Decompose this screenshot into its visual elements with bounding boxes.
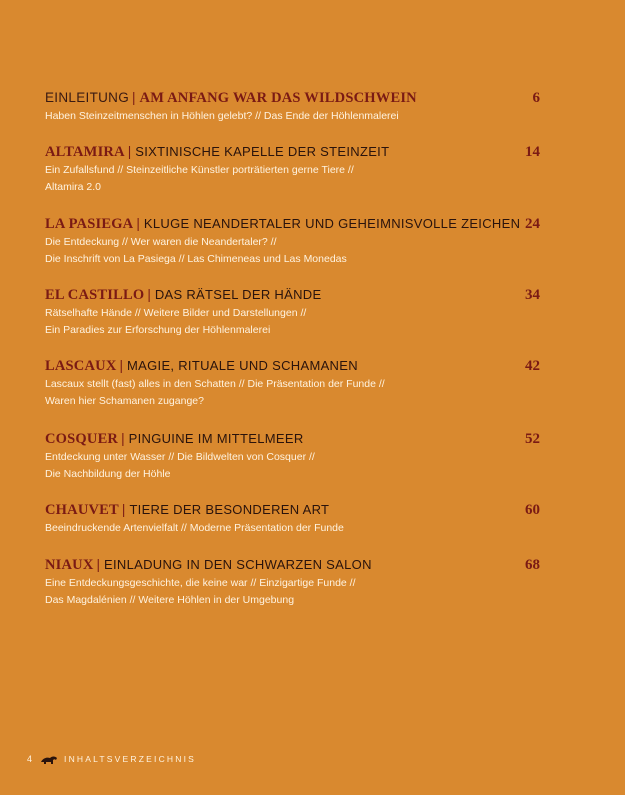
page-number: 14 (525, 144, 540, 160)
separator: | (121, 431, 125, 446)
entry-title: CHAUVET (45, 502, 119, 518)
entry-subtitle: PINGUINE IM MITTELMEER (128, 431, 304, 446)
entry-description (45, 234, 465, 268)
entry-subtitle: EINLADUNG IN DEN SCHWARZEN SALON (104, 557, 372, 572)
entry-description (45, 376, 465, 410)
page-number: 34 (525, 287, 540, 303)
description-line: Beeindruckende Artenvielfalt // Moderne Präsentation der Funde (45, 522, 344, 534)
description-line: Eine Entdeckungsgeschichte, die keine war // Einzigartige Funde // (45, 577, 356, 589)
page-number: 52 (525, 431, 540, 447)
entry-title: LA PASIEGA (45, 216, 134, 232)
page-footer (27, 751, 196, 767)
page-number: 6 (532, 90, 540, 106)
description-line: Ein Paradies zur Erforschung der Höhlenmalerei (45, 324, 271, 336)
entry-subtitle: TIERE DER BESONDEREN ART (129, 502, 330, 517)
description-line: Lascaux stellt (fast) alles in den Schatten // Die Präsentation der Funde // (45, 378, 385, 390)
toc-entry-niaux[interactable] (45, 555, 540, 615)
toc-entry-lascaux[interactable] (45, 356, 540, 429)
description-line: Haben Steinzeitmenschen in Höhlen gelebt? // Das Ende der Höhlenmalerei (45, 110, 399, 122)
separator: | (121, 502, 126, 517)
description-line: Die Entdeckung // Wer waren die Neandertaler? // (45, 236, 277, 248)
entry-subtitle: KLUGE NEANDERTALER UND GEHEIMNISVOLLE ZEICHEN (143, 216, 521, 231)
description-line: Das Magdalénien // Weitere Höhlen in der Umgebung (45, 594, 295, 606)
entry-title: ALTAMIRA (45, 144, 125, 160)
page-number: 68 (525, 557, 540, 573)
separator: | (96, 557, 101, 572)
entry-prefix: EINLEITUNG (45, 90, 130, 105)
separator: | (119, 358, 124, 373)
description-line: Die Nachbildung der Höhle (45, 468, 171, 480)
page-number: 24 (525, 216, 540, 232)
entry-title: COSQUER (45, 431, 119, 447)
entry-description (45, 162, 465, 196)
entry-title: EL CASTILLO (45, 287, 145, 303)
toc-entry-cosquer[interactable] (45, 429, 540, 500)
separator: | (136, 216, 140, 231)
entry-description (45, 449, 465, 483)
entry-subtitle: DAS RÄTSEL DER HÄNDE (154, 287, 322, 302)
entry-description (45, 520, 465, 537)
description-line: Ein Zufallsfund // Steinzeitliche Künstler porträtierten gerne Tiere // (45, 164, 354, 176)
entry-description (45, 305, 465, 339)
table-of-contents (45, 88, 540, 615)
toc-entry-el-castillo[interactable] (45, 285, 540, 356)
toc-entry-altamira[interactable] (45, 142, 540, 214)
entry-description (45, 108, 465, 125)
entry-subtitle: SIXTINISCHE KAPELLE DER STEINZEIT (135, 144, 390, 159)
page-number: 42 (525, 358, 540, 374)
footer-page-number: 4 (27, 754, 33, 764)
toc-entry-la-pasiega[interactable] (45, 214, 540, 285)
footer-section-label: INHALTSVERZEICHNIS (64, 754, 197, 764)
page-number: 60 (525, 502, 540, 518)
animal-icon (40, 753, 58, 765)
description-line: Entdeckung unter Wasser // Die Bildwelten von Cosquer // (45, 451, 315, 463)
separator: | (147, 287, 151, 302)
toc-entry-einleitung[interactable] (45, 88, 540, 142)
description-line: Rätselhafte Hände // Weitere Bilder und Darstellungen // (45, 307, 307, 319)
description-line: Die Inschrift von La Pasiega // Las Chimeneas und Las Monedas (45, 253, 347, 265)
entry-description (45, 575, 465, 609)
toc-entry-chauvet[interactable] (45, 500, 540, 555)
entry-title: LASCAUX (45, 358, 117, 374)
description-line: Waren hier Schamanen zugange? (45, 395, 204, 407)
entry-title: NIAUX (45, 557, 94, 573)
entry-subtitle: MAGIE, RITUALE UND SCHAMANEN (127, 358, 358, 373)
separator: | (132, 90, 136, 105)
description-line: Altamira 2.0 (45, 181, 102, 193)
separator: | (127, 144, 132, 159)
entry-title: AM ANFANG WAR DAS WILDSCHWEIN (139, 90, 417, 106)
